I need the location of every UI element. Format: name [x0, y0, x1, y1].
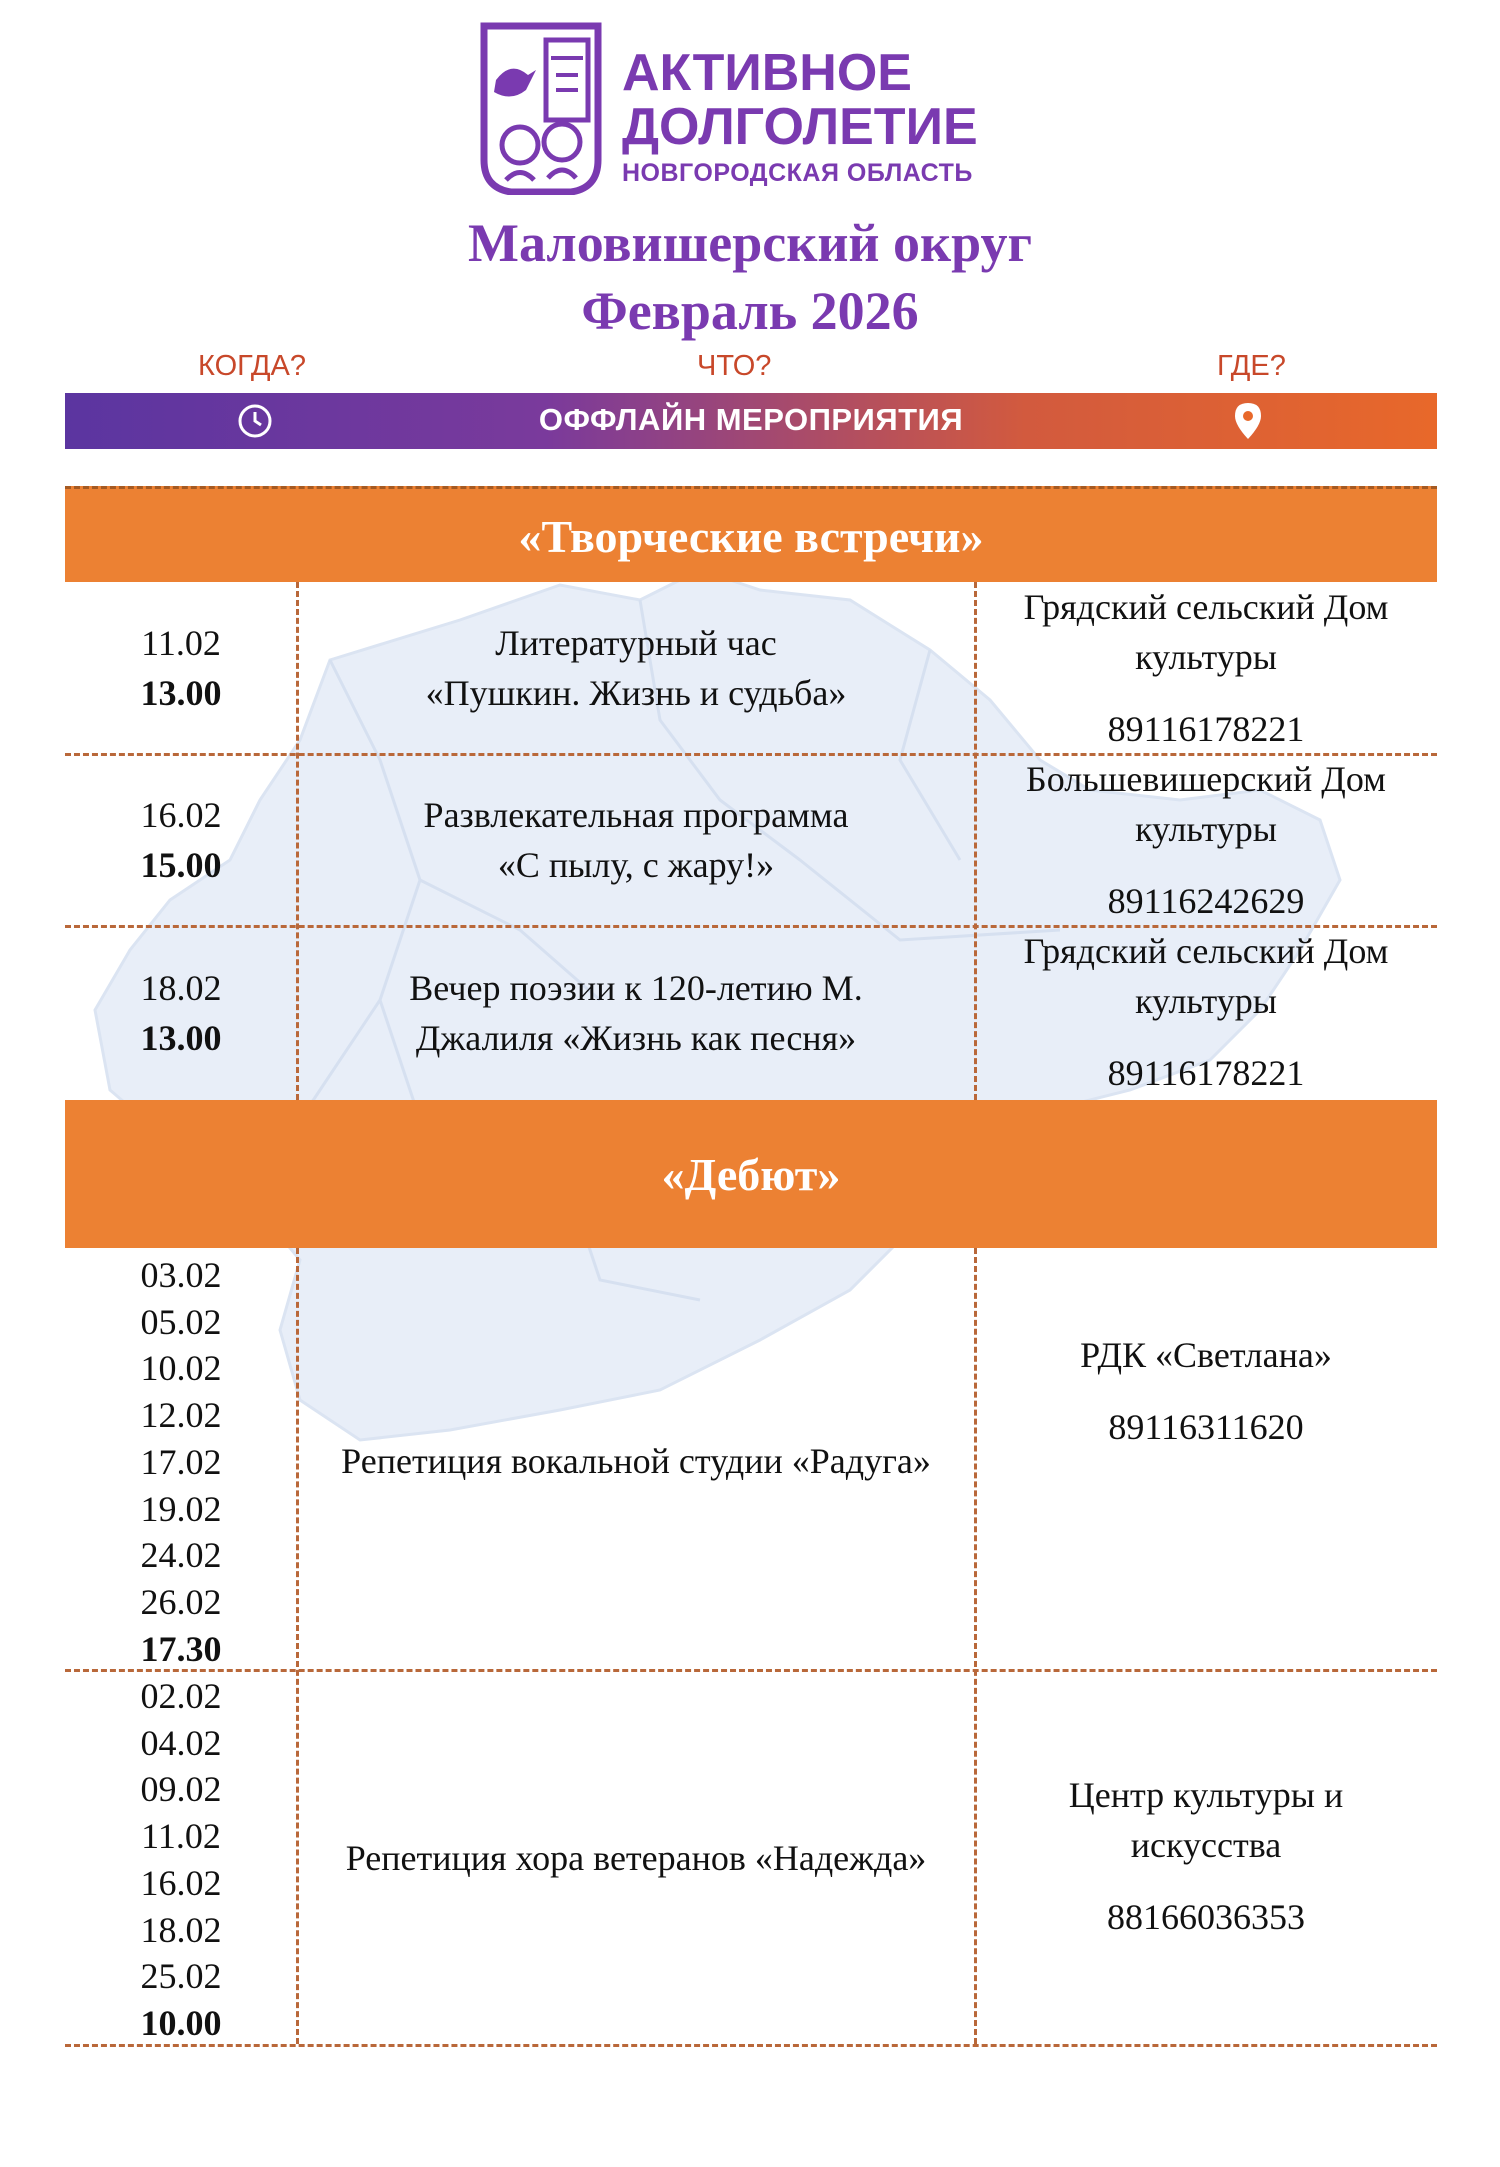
section-creative-meetings-header: «Творческие встречи» [65, 486, 1437, 582]
venue-line: Центр культуры и [1068, 1775, 1344, 1815]
event-title-line: Джалиля «Жизнь как песня» [415, 1018, 857, 1058]
column-divider [974, 582, 977, 1100]
event-title-line: «С пылу, с жару!» [497, 845, 775, 885]
venue-line: РДК «Светлана» [1080, 1335, 1332, 1375]
event-title-line: Репетиция хора ветеранов «Надежда» [345, 1837, 927, 1878]
column-where-label: ГДЕ? [1217, 350, 1286, 382]
event-date: 03.02 [140, 1255, 222, 1295]
event-date: 25.02 [140, 1956, 222, 1997]
table-cell-what [297, 1670, 975, 2045]
event-time: 10.00 [140, 2002, 222, 2043]
venue-phone: 89116178221 [1107, 1053, 1305, 1093]
column-divider [974, 1248, 977, 2044]
table-cell-when [65, 926, 297, 1100]
table-cell-what [297, 582, 975, 754]
event-title-line: Репетиция вокальной студии «Радуга» [341, 1441, 931, 1481]
event-title-line: Вечер поэзии к 120-летию М. [409, 968, 863, 1008]
event-date: 09.02 [140, 1769, 222, 1810]
column-what-label: ЧТО? [697, 350, 772, 382]
event-date: 16.02 [140, 1862, 222, 1903]
venue-line: искусства [1130, 1825, 1282, 1865]
table-cell-when [65, 582, 297, 754]
logo-line-2: ДОЛГОЛЕТИЕ [622, 98, 978, 156]
venue-phone: 89116311620 [1108, 1407, 1304, 1447]
event-date: 10.02 [140, 1348, 222, 1389]
event-time: 13.00 [140, 673, 222, 713]
location-pin-icon [1233, 401, 1263, 441]
table-cell-where [975, 582, 1437, 754]
event-time: 15.00 [140, 845, 222, 885]
district-title: Маловишерский округ [467, 213, 1033, 273]
column-divider [296, 582, 299, 1100]
table-cell-where [975, 754, 1437, 926]
column-divider [296, 1248, 299, 2044]
row-divider [65, 925, 1437, 928]
event-time: 17.30 [140, 1628, 222, 1669]
event-date: 11.02 [141, 1816, 221, 1857]
row-divider [65, 2044, 1437, 2047]
table-cell-where [975, 1330, 1437, 1490]
event-date: 04.02 [140, 1722, 222, 1763]
venue-line: Грядский сельский Дом [1023, 931, 1389, 971]
event-date: 16.02 [140, 795, 222, 835]
event-date: 18.02 [140, 968, 222, 1008]
venue-phone: 89116178221 [1107, 709, 1305, 749]
logo-line-1: АКТИВНОЕ [622, 44, 912, 102]
event-date: 02.02 [140, 1676, 222, 1716]
event-date: 11.02 [141, 623, 221, 663]
logo-line-3: НОВГОРОДСКАЯ ОБЛАСТЬ [622, 159, 973, 187]
column-when-label: КОГДА? [198, 350, 306, 382]
event-date: 19.02 [140, 1488, 222, 1529]
table-cell-where [975, 1770, 1437, 1970]
section-debut-header: «Дебют» [65, 1100, 1437, 1248]
venue-line: культуры [1135, 981, 1277, 1021]
row-divider [65, 753, 1437, 756]
venue-phone: 89116242629 [1107, 881, 1305, 921]
venue-line: Большевишерский Дом [1026, 759, 1386, 799]
logo-text [622, 46, 978, 188]
event-title-line: Литературный час [495, 623, 777, 663]
offline-events-banner [65, 393, 1437, 449]
event-time: 13.00 [140, 1018, 222, 1058]
event-date: 12.02 [140, 1395, 222, 1436]
event-title-line: «Пушкин. Жизнь и судьба» [425, 673, 847, 713]
banner-label: ОФФЛАЙН МЕРОПРИЯТИЯ [538, 402, 964, 437]
event-date: 17.02 [140, 1441, 222, 1482]
event-date: 05.02 [140, 1301, 222, 1342]
table-cell-what [297, 1252, 975, 1670]
venue-line: Грядский сельский Дом [1023, 587, 1389, 627]
table-cell-what [297, 754, 975, 926]
month-title: Февраль 2026 [581, 281, 919, 341]
table-cell-when [65, 1673, 297, 2043]
venue-line: культуры [1135, 637, 1277, 677]
row-divider [65, 1669, 1437, 1672]
table-cell-what [297, 926, 975, 1100]
event-title-line: Развлекательная программа [423, 795, 849, 835]
event-date: 24.02 [140, 1535, 222, 1576]
table-cell-when [65, 754, 297, 926]
table-cell-when [65, 1252, 297, 1670]
event-date: 26.02 [140, 1581, 222, 1622]
venue-phone: 88166036353 [1107, 1897, 1305, 1937]
logo-emblem [476, 20, 606, 195]
venue-line: культуры [1135, 809, 1277, 849]
event-date: 18.02 [140, 1909, 222, 1950]
table-cell-where [975, 926, 1437, 1100]
